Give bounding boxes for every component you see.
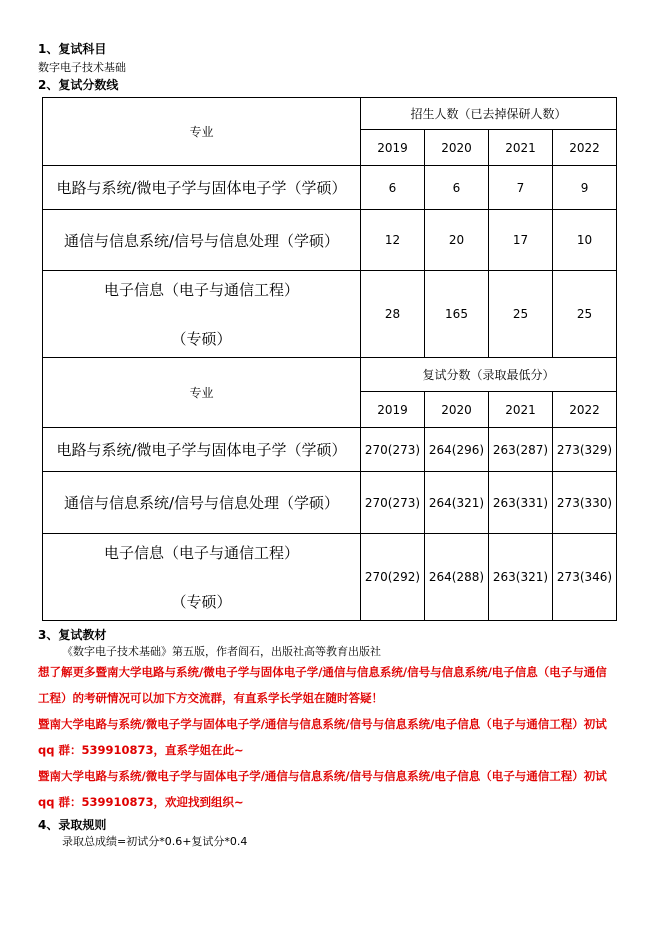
value-cell: 25 [489,271,553,358]
value-cell: 7 [489,166,553,210]
major-line-1: 电子信息（电子与通信工程） [103,281,299,299]
value-cell: 270(292) [361,534,425,621]
table-row [43,271,617,358]
value-cell: 264(288) [425,534,489,621]
scores-year: 2022 [553,392,617,428]
section-4-content: 录取总成绩=初试分*0.6+复试分*0.4 [62,835,248,848]
enroll-year: 2020 [425,130,489,166]
value-cell: 270(273) [361,428,425,472]
enroll-major-header: 专业 [43,98,361,166]
major-cell [43,271,361,358]
value-cell: 273(330) [553,472,617,534]
value-cell: 6 [361,166,425,210]
major-line-1: 电子信息（电子与通信工程） [103,544,299,562]
section-3-heading: 3、复试教材 [38,628,107,642]
promo-line: 工程）的考研情况可以加下方交流群，有直系学长学姐在随时答疑！ [38,691,383,705]
value-cell: 10 [553,210,617,271]
promo-line: qq 群：539910873，直系学姐在此~ [38,743,244,757]
value-cell: 25 [553,271,617,358]
section-3-content: 《数字电子技术基础》第五版，作者阎石，出版社高等教育出版社 [62,645,381,658]
value-cell: 263(287) [489,428,553,472]
major-line-2: （专硕） [171,593,232,611]
value-cell: 6 [425,166,489,210]
value-cell: 263(331) [489,472,553,534]
scores-group-header: 复试分数（录取最低分） [361,358,617,392]
section-2-heading: 2、复试分数线 [38,78,119,92]
value-cell: 17 [489,210,553,271]
value-cell: 165 [425,271,489,358]
major-cell: 电路与系统/微电子学与固体电子学（学硕） [43,428,361,472]
major-cell: 通信与信息系统/信号与信息处理（学硕） [43,472,361,534]
table-row [43,534,617,621]
value-cell: 28 [361,271,425,358]
promo-line: qq 群：539910873，欢迎找到组织~ [38,795,244,809]
scores-year: 2019 [361,392,425,428]
promo-line: 暨南大学电路与系统/微电子学与固体电子学/通信与信息系统/信号与信息系统/电子信息（电子与通信工程）初试 [38,769,607,783]
scores-year: 2020 [425,392,489,428]
scores-major-header: 专业 [43,358,361,428]
value-cell: 264(321) [425,472,489,534]
section-1-content: 数字电子技术基础 [38,61,126,74]
enroll-group-header: 招生人数（已去掉保研人数） [361,98,617,130]
promo-line: 暨南大学电路与系统/微电子学与固体电子学/通信与信息系统/信号与信息系统/电子信息（电子与通信工程）初试 [38,717,607,731]
table-row [43,472,617,534]
score-table [42,97,617,621]
section-4-heading: 4、录取规则 [38,818,107,832]
major-cell [43,534,361,621]
value-cell: 9 [553,166,617,210]
promo-line: 想了解更多暨南大学电路与系统/微电子学与固体电子学/通信与信息系统/信号与信息系统/电子信息（电子与通信 [38,665,607,679]
table-row [43,428,617,472]
major-cell: 电路与系统/微电子学与固体电子学（学硕） [43,166,361,210]
table-row [43,166,617,210]
major-cell: 通信与信息系统/信号与信息处理（学硕） [43,210,361,271]
value-cell: 270(273) [361,472,425,534]
value-cell: 273(346) [553,534,617,621]
value-cell: 273(329) [553,428,617,472]
scores-year: 2021 [489,392,553,428]
value-cell: 263(321) [489,534,553,621]
value-cell: 20 [425,210,489,271]
enroll-year: 2021 [489,130,553,166]
section-1-heading: 1、复试科目 [38,42,107,56]
table-row [43,210,617,271]
major-line-2: （专硕） [171,330,232,348]
enroll-year: 2022 [553,130,617,166]
value-cell: 12 [361,210,425,271]
enroll-year: 2019 [361,130,425,166]
value-cell: 264(296) [425,428,489,472]
